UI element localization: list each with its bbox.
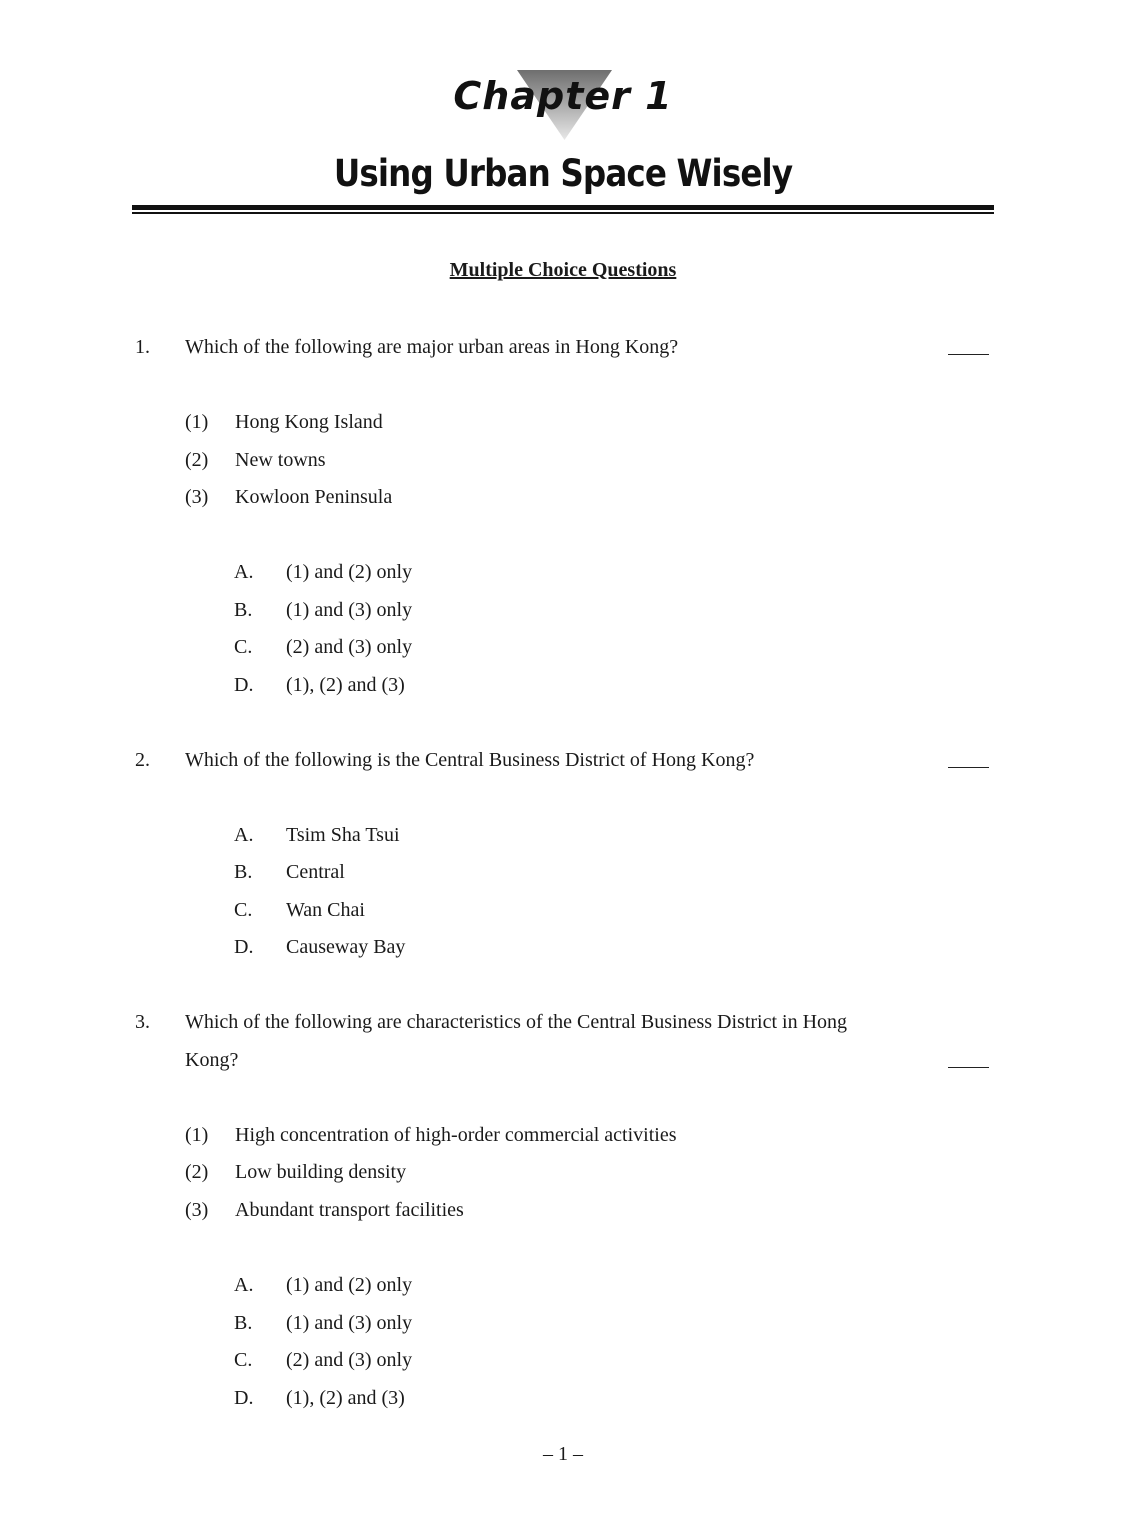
option-text: (1), (2) and (3) xyxy=(286,674,405,696)
statement-label: (1) xyxy=(185,1124,209,1146)
option-text: Tsim Sha Tsui xyxy=(286,824,400,846)
page-title: Using Urban Space Wisely xyxy=(333,152,793,195)
option-label: D. xyxy=(234,1387,254,1409)
question-text: Which of the following are major urban areas in Hong Kong? xyxy=(185,336,679,358)
title-divider-thin xyxy=(132,212,994,214)
statement-label: (3) xyxy=(185,1199,209,1221)
option-text: Causeway Bay xyxy=(286,936,406,958)
title-divider-thick xyxy=(132,205,994,210)
question-number: 1. xyxy=(135,336,150,358)
question-text: Which of the following is the Central Business District of Hong Kong? xyxy=(185,749,755,771)
option-text: (2) and (3) only xyxy=(286,1349,413,1371)
option-text: (1) and (3) only xyxy=(286,599,413,621)
question-text: Which of the following are characteristics of the Central Business District in Hong xyxy=(185,1011,848,1033)
statement-label: (1) xyxy=(185,411,209,433)
option-label: D. xyxy=(234,674,254,696)
option-text: Central xyxy=(286,861,345,883)
statement-label: (2) xyxy=(185,1161,209,1183)
option-text: (1) and (2) only xyxy=(286,1274,413,1296)
statement-label: (2) xyxy=(185,449,209,471)
option-label: C. xyxy=(234,899,253,921)
option-label: C. xyxy=(234,636,253,658)
page-number: – 1 – xyxy=(543,1443,583,1465)
answer-blank[interactable] xyxy=(948,354,989,355)
option-text: Wan Chai xyxy=(286,899,365,921)
statement-text: New towns xyxy=(235,449,326,471)
option-label: A. xyxy=(234,561,254,583)
statement-label: (3) xyxy=(185,486,209,508)
chapter-label: Chapter 1 xyxy=(453,74,673,118)
option-text: (2) and (3) only xyxy=(286,636,413,658)
option-text: (1) and (2) only xyxy=(286,561,413,583)
statement-text: Hong Kong Island xyxy=(235,411,383,433)
section-heading: Multiple Choice Questions xyxy=(449,259,677,281)
statement-text: High concentration of high-order commercial activities xyxy=(235,1124,677,1146)
option-label: A. xyxy=(234,824,254,846)
option-label: C. xyxy=(234,1349,253,1371)
option-label: B. xyxy=(234,1312,253,1334)
option-text: (1), (2) and (3) xyxy=(286,1387,405,1409)
option-label: B. xyxy=(234,861,253,883)
question-number: 2. xyxy=(135,749,150,771)
question-number: 3. xyxy=(135,1011,150,1033)
question-text-continued: Kong? xyxy=(185,1049,239,1071)
option-text: (1) and (3) only xyxy=(286,1312,413,1334)
statement-text: Abundant transport facilities xyxy=(235,1199,464,1221)
answer-blank[interactable] xyxy=(948,1067,989,1068)
option-label: D. xyxy=(234,936,254,958)
option-label: A. xyxy=(234,1274,254,1296)
option-label: B. xyxy=(234,599,253,621)
statement-text: Low building density xyxy=(235,1161,407,1183)
answer-blank[interactable] xyxy=(948,767,989,768)
statement-text: Kowloon Peninsula xyxy=(235,486,393,508)
